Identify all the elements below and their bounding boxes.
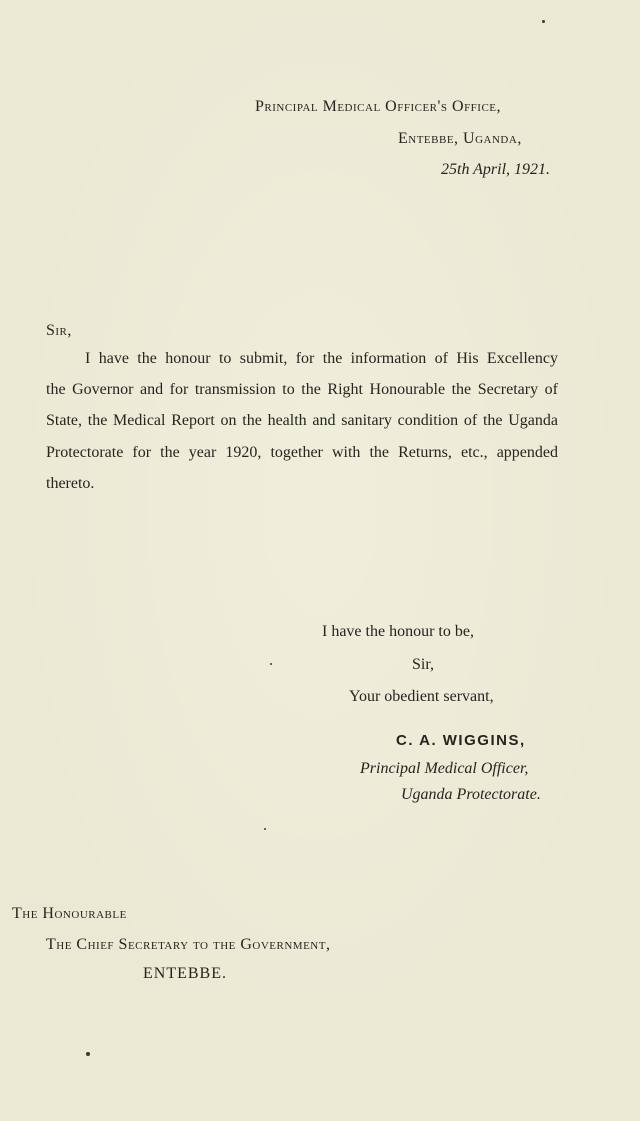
recipient-line-3: ENTEBBE. bbox=[143, 965, 227, 982]
closing-line-1: I have the honour to be, bbox=[322, 623, 474, 640]
salutation: Sir, bbox=[46, 322, 72, 339]
signatory-title-1: Principal Medical Officer, bbox=[360, 760, 529, 777]
body-line-3: State, the Medical Report on the health and sanitary condition of the Uganda bbox=[46, 412, 558, 429]
body-line-2: the Governor and for transmission to the Right Honourable the Secretary of bbox=[46, 381, 558, 398]
body-line-5: thereto. bbox=[46, 475, 95, 492]
recipient-line-1: The Honourable bbox=[12, 905, 127, 922]
paper-speck bbox=[542, 20, 545, 23]
header-location: Entebbe, Uganda, bbox=[398, 130, 522, 147]
header-date: 25th April, 1921. bbox=[441, 161, 551, 178]
body-line-4: Protectorate for the year 1920, together with the Returns, etc., appended bbox=[46, 444, 558, 461]
paper-speck bbox=[86, 1052, 90, 1056]
paper-speck bbox=[270, 663, 272, 665]
body-line-1: I have the honour to submit, for the information of His Excellency bbox=[85, 350, 558, 367]
paper-speck bbox=[264, 828, 266, 830]
signatory-title-2: Uganda Protectorate. bbox=[401, 786, 541, 803]
closing-line-3: Your obedient servant, bbox=[349, 688, 494, 705]
recipient-line-2: The Chief Secretary to the Government, bbox=[46, 936, 331, 953]
closing-line-2: Sir, bbox=[412, 656, 435, 673]
header-office: Principal Medical Officer's Office, bbox=[255, 98, 502, 115]
signatory-name: C. A. WIGGINS, bbox=[396, 732, 526, 749]
